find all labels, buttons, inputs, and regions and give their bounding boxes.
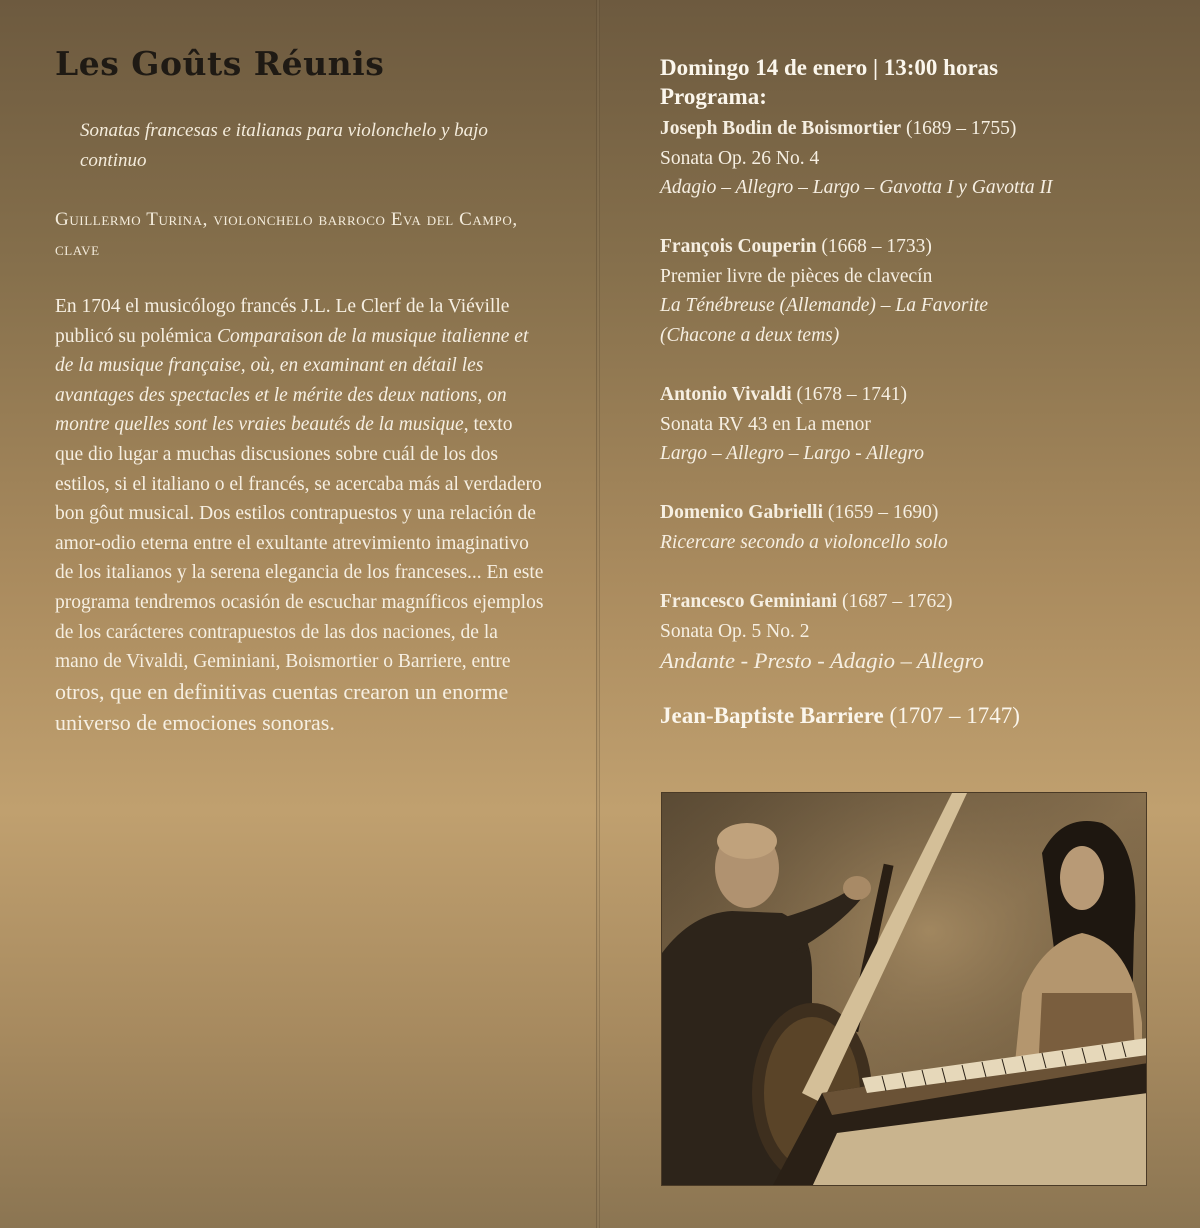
composer-name: Francesco Geminiani	[660, 591, 838, 612]
program-heading: Programa:	[660, 84, 767, 109]
program-item-boismortier	[660, 114, 1160, 203]
movements: Andante - Presto - Adagio – Allegro	[660, 648, 984, 674]
program-item-gabrielli	[660, 498, 1160, 557]
movements: Adagio – Allegro – Largo – Gavotta I y Gavotta II	[660, 177, 1053, 199]
composer-name: Domenico Gabrielli	[660, 502, 824, 523]
composer-name: Antonio Vivaldi	[660, 384, 792, 405]
composer-name: Joseph Bodin de Boismortier	[660, 118, 902, 139]
work-title: Sonata Op. 26 No. 4	[660, 147, 820, 169]
program-item-geminiani	[660, 587, 1160, 676]
work-title: Premier livre de pièces de clavecín	[660, 265, 933, 287]
composer-years: (1707 – 1747)	[883, 703, 1020, 728]
notes-work-title: Comparaison de la musique italienne et de la musique française, où, en examinant en détail les avantages des spectacles et le mérite des deux nations, on montre quelles sont les vraies beautés de la musique	[55, 325, 529, 436]
movements: Ricercare secondo a violoncello solo	[660, 531, 948, 553]
program-item-couperin	[660, 232, 1160, 350]
program-notes	[55, 292, 545, 740]
composer-years: (1659 – 1690)	[823, 502, 939, 523]
composer-years: (1678 – 1741)	[791, 384, 908, 405]
composer-name: Jean-Baptiste Barriere	[660, 703, 884, 728]
work-title: Sonata RV 43 en La menor	[660, 413, 871, 435]
notes-part-1: En 1704 el musicólogo francés J.L. Le Clerf de la Viéville publicó su polémica	[55, 296, 510, 347]
program-item-barriere	[660, 703, 1020, 729]
composer-years: (1689 – 1755)	[901, 118, 1017, 139]
notes-part-3: otros, que en definitivas cuentas crearon un enorme universo de emociones sonoras.	[55, 678, 509, 736]
event-date: Domingo 14 de enero | 13:00 horas	[660, 55, 999, 80]
performers: Guillermo Turina, violonchelo barroco Eva del Campo, clave	[55, 209, 518, 260]
performers-photo	[661, 792, 1147, 1186]
page-fold	[596, 0, 600, 1228]
program-item-vivaldi	[660, 380, 1160, 469]
work-title: Sonata Op. 5 No. 2	[660, 620, 810, 642]
composer-years: (1687 – 1762)	[837, 591, 953, 612]
concert-subtitle: Sonatas francesas e italianas para violonchelo y bajo continuo	[80, 120, 488, 171]
composer-years: (1668 – 1733)	[816, 236, 932, 257]
movements: La Ténébreuse (Allemande) – La Favorite (Chacone a deux tems)	[660, 295, 989, 346]
concert-title: Les Goûts Réunis	[55, 44, 385, 83]
notes-part-2: , texto que dio lugar a muchas discusiones sobre cuál de los dos estilos, si el italiano o el francés, se acercaba más al verdadero bon gôut musical. Dos estilos contrapuestos y una relación de amor-odio eterna entre el exultante atrevimiento imaginativo de los italianos y la serena elegancia de los franceses... En este programa tendremos ocasión de escuchar magníficos ejemplos de los carácteres contrapuestos de las dos naciones, de la mano de Vivaldi, Geminiani, Boismortier o Barriere, entre	[55, 414, 544, 673]
composer-name: François Couperin	[660, 236, 817, 257]
movements: Largo – Allegro – Largo - Allegro	[660, 443, 924, 465]
